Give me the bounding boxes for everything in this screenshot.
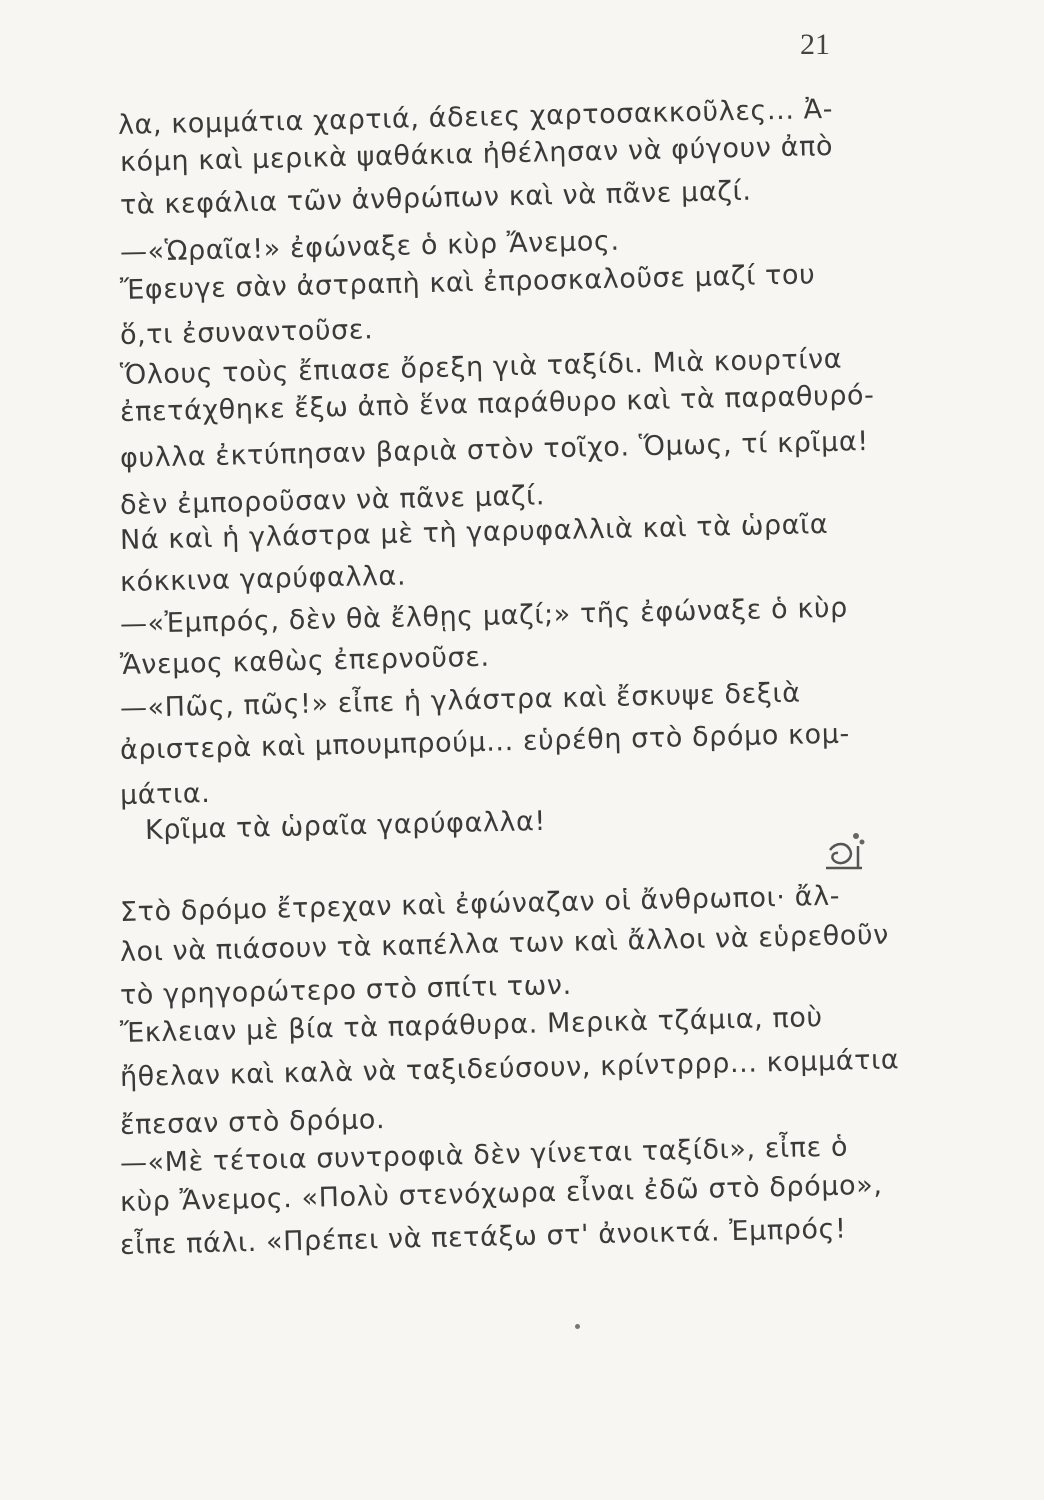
text-line: κόκκινα γαρύφαλλα. [119, 560, 407, 598]
text-line: Ἄνεμος καθὼς ἐπερνοῦσε. [119, 641, 490, 681]
text-line: —«Μὲ τέτοια συντροφιὰ δὲν γίνεται ταξίδι», εἶπε ὁ [119, 1131, 849, 1179]
text-line: τὰ κεφάλια τῶν ἀνθρώπων καὶ νὰ πᾶνε μαζί. [119, 175, 752, 221]
page-number: 21 [800, 28, 830, 61]
text-line: Στὸ δρόμο ἔτρεχαν καὶ ἐφώναζαν οἱ ἄνθρωποι· ἄλ- [119, 880, 841, 928]
text-line: Κρῖμα τὰ ὡραῖα γαρύφαλλα! [144, 805, 547, 846]
text-line: κόμη καὶ μερικὰ ψαθάκια ἠθέλησαν νὰ φύγουν ἀπὸ [119, 130, 834, 178]
text-line: —«Ἐμπρός, δὲν θὰ ἔλθῃς μαζί;» τῆς ἐφώναξε ὁ κὺρ [119, 592, 849, 640]
text-line: ὅ,τι ἐσυναντοῦσε. [119, 314, 374, 351]
text-line: λοι νὰ πιάσουν τὰ καπέλλα των καὶ ἄλλοι νὰ εὑρεθοῦν [119, 919, 890, 968]
text-line: Ὅλους τοὺς ἔπιασε ὄρεξη γιὰ ταξίδι. Μιὰ κουρτίνα [119, 343, 843, 391]
text-line: —«Πῶς, πῶς!» εἶπε ἡ γλάστρα καὶ ἔσκυψε δεξιὰ [119, 677, 801, 724]
text-line: κὺρ Ἄνεμος. «Πολὺ στενόχωρα εἶναι ἐδῶ στὸ δρόμο», [119, 1169, 883, 1218]
text-line: Νά καὶ ἡ γλάστρα μὲ τὴ γαρυφαλλιὰ καὶ τὰ ὡραῖα [119, 508, 829, 556]
text-line: φυλλα ἐκτύπησαν βαριὰ στὸν τοῖχο. Ὅμως, τί κρῖμα! [119, 426, 870, 474]
text-line: λα, κομμάτια χαρτιά, άδειες χαρτοσακκοῦλες... Ἀ- [117, 93, 834, 141]
text-line: εἶπε πάλι. «Πρέπει νὰ πετάξω στ' ἀνοικτά. Ἐμπρός! [119, 1213, 847, 1261]
text-line: δὲν ἐμποροῦσαν νὰ πᾶνε μαζί. [119, 480, 546, 521]
text-line: —«Ὡραῖα!» ἐφώναξε ὁ κὺρ Ἄνεμος. [119, 225, 620, 268]
text-line: ἐπετάχθηκε ἔξω ἀπὸ ἕνα παράθυρο καὶ τὰ παραθυρό- [119, 379, 875, 428]
text-line: τὸ γρηγορώτερο στὸ σπίτι των. [119, 969, 573, 1011]
text-line: ἤθελαν καὶ καλὰ νὰ ταξιδεύσουν, κρίντρρρ... κομμάτια [119, 1044, 900, 1093]
text-line: Ἔκλειαν μὲ βία τὰ παράθυρα. Μερικὰ τζάμια, ποὺ [119, 1002, 823, 1049]
text-line: μάτια. [119, 777, 211, 811]
ornament-icon [822, 828, 870, 872]
text-line: ἀριστερὰ καὶ μπουμπρούμ... εὑρέθη στὸ δρόμο κομ- [119, 718, 851, 766]
paper-speck [575, 1324, 580, 1329]
text-line: ἔπεσαν στὸ δρόμο. [119, 1103, 386, 1141]
text-line: Ἔφευγε σὰν ἀστραπὴ καὶ ἐπροσκαλοῦσε μαζί του [119, 259, 816, 306]
